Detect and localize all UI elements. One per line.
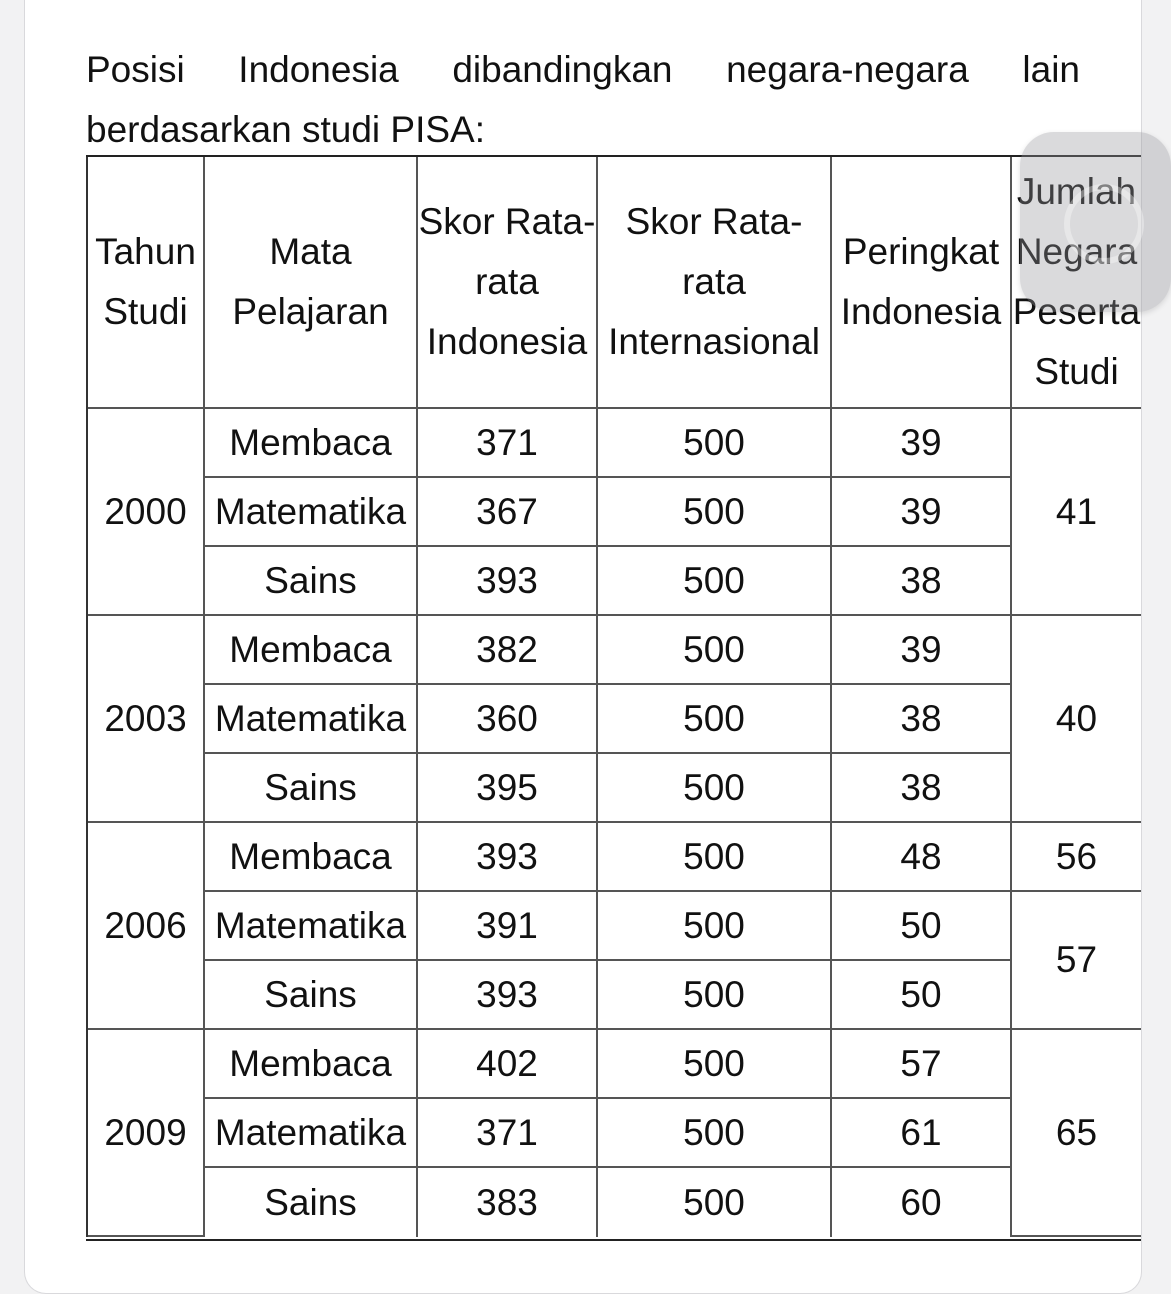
rank-cell: 57 bbox=[832, 1030, 1012, 1099]
score-international-cell: 500 bbox=[598, 616, 832, 685]
table-row bbox=[88, 892, 1141, 961]
rank-cell: 38 bbox=[832, 754, 1012, 823]
year-cell: 2009 bbox=[88, 1030, 205, 1237]
rank-cell: 60 bbox=[832, 1168, 1012, 1237]
rank-cell: 39 bbox=[832, 478, 1012, 547]
score-indonesia-cell: 367 bbox=[418, 478, 598, 547]
subject-cell: Matematika bbox=[205, 478, 418, 547]
score-international-cell: 500 bbox=[598, 409, 832, 478]
header-participating-countries: Jumlah Negara Peserta Studi bbox=[1012, 157, 1141, 409]
score-international-cell: 500 bbox=[598, 823, 832, 892]
countries-cell: 57 bbox=[1012, 892, 1141, 1030]
countries-cell: 41 bbox=[1012, 409, 1141, 616]
assistive-touch-button[interactable] bbox=[1020, 132, 1171, 312]
subject-cell: Matematika bbox=[205, 685, 418, 754]
score-indonesia-cell: 393 bbox=[418, 961, 598, 1030]
subject-cell: Membaca bbox=[205, 616, 418, 685]
table-row bbox=[88, 754, 1141, 823]
rank-cell: 50 bbox=[832, 961, 1012, 1030]
header-score-indonesia: Skor Rata-rata Indonesia bbox=[418, 157, 598, 409]
header-rank-indonesia: Peringkat Indonesia bbox=[832, 157, 1012, 409]
table-row bbox=[88, 685, 1141, 754]
score-international-cell: 500 bbox=[598, 1099, 832, 1168]
table-row bbox=[88, 478, 1141, 547]
countries-cell: 56 bbox=[1012, 823, 1141, 892]
table-row bbox=[88, 616, 1141, 685]
score-international-cell: 500 bbox=[598, 685, 832, 754]
score-indonesia-cell: 371 bbox=[418, 409, 598, 478]
subject-cell: Membaca bbox=[205, 823, 418, 892]
score-international-cell: 500 bbox=[598, 754, 832, 823]
score-indonesia-cell: 371 bbox=[418, 1099, 598, 1168]
header-subject: Mata Pelajaran bbox=[205, 157, 418, 409]
table-row bbox=[88, 547, 1141, 616]
table-row bbox=[88, 409, 1141, 478]
intro-paragraph: Posisi Indonesia dibandingkan negara-negara lain berdasarkan studi PISA: bbox=[86, 49, 1080, 150]
score-indonesia-cell: 393 bbox=[418, 823, 598, 892]
subject-cell: Sains bbox=[205, 754, 418, 823]
table-header-row bbox=[88, 157, 1141, 409]
rank-cell: 39 bbox=[832, 409, 1012, 478]
table-row bbox=[88, 1030, 1141, 1099]
score-international-cell: 500 bbox=[598, 961, 832, 1030]
year-cell: 2003 bbox=[88, 616, 205, 823]
table-row bbox=[88, 1168, 1141, 1237]
score-indonesia-cell: 391 bbox=[418, 892, 598, 961]
pisa-table bbox=[86, 157, 1141, 1237]
score-indonesia-cell: 402 bbox=[418, 1030, 598, 1099]
rank-cell: 50 bbox=[832, 892, 1012, 961]
rank-cell: 48 bbox=[832, 823, 1012, 892]
score-international-cell: 500 bbox=[598, 1168, 832, 1237]
score-indonesia-cell: 393 bbox=[418, 547, 598, 616]
score-international-cell: 500 bbox=[598, 478, 832, 547]
year-cell: 2000 bbox=[88, 409, 205, 616]
subject-cell: Matematika bbox=[205, 892, 418, 961]
subject-cell: Membaca bbox=[205, 409, 418, 478]
score-indonesia-cell: 383 bbox=[418, 1168, 598, 1237]
rank-cell: 39 bbox=[832, 616, 1012, 685]
rank-cell: 38 bbox=[832, 685, 1012, 754]
header-score-international: Skor Rata-rata Internasional bbox=[598, 157, 832, 409]
rank-cell: 61 bbox=[832, 1099, 1012, 1168]
subject-cell: Sains bbox=[205, 1168, 418, 1237]
score-indonesia-cell: 395 bbox=[418, 754, 598, 823]
year-cell: 2006 bbox=[88, 823, 205, 1030]
subject-cell: Sains bbox=[205, 961, 418, 1030]
header-year: Tahun Studi bbox=[88, 157, 205, 409]
rank-cell: 38 bbox=[832, 547, 1012, 616]
subject-cell: Sains bbox=[205, 547, 418, 616]
score-international-cell: 500 bbox=[598, 547, 832, 616]
pisa-table-container[interactable] bbox=[86, 155, 1141, 1241]
score-indonesia-cell: 382 bbox=[418, 616, 598, 685]
assistive-touch-icon bbox=[1064, 184, 1144, 264]
table-row bbox=[88, 823, 1141, 892]
countries-cell: 65 bbox=[1012, 1030, 1141, 1237]
score-international-cell: 500 bbox=[598, 1030, 832, 1099]
countries-cell: 40 bbox=[1012, 616, 1141, 823]
table-row bbox=[88, 961, 1141, 1030]
subject-cell: Membaca bbox=[205, 1030, 418, 1099]
subject-cell: Matematika bbox=[205, 1099, 418, 1168]
score-international-cell: 500 bbox=[598, 892, 832, 961]
score-indonesia-cell: 360 bbox=[418, 685, 598, 754]
table-row bbox=[88, 1099, 1141, 1168]
